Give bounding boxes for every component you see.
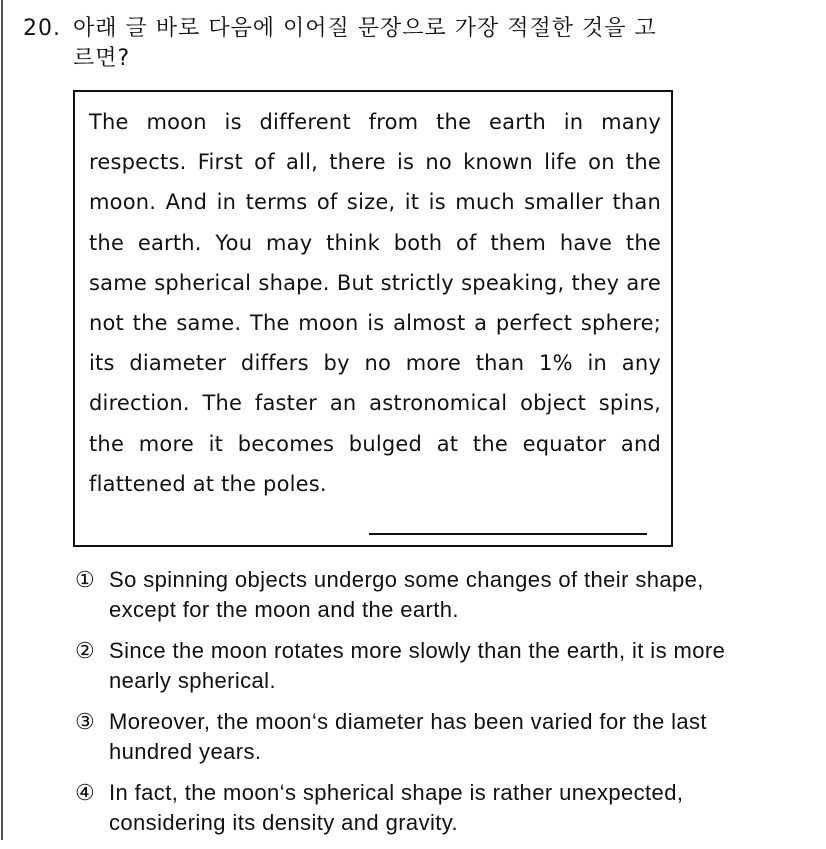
question-prompt-line2: 르면? — [73, 46, 131, 71]
option-marker-1: ① — [75, 567, 96, 592]
option-text-1: So spinning objects undergo some changes of their shape, except for the moon and the earth. — [109, 567, 704, 622]
question-number: 20. — [23, 16, 61, 41]
option-4[interactable] — [75, 778, 755, 838]
option-marker-2: ② — [75, 638, 96, 663]
passage-box — [73, 90, 673, 547]
option-text-2: Since the moon rotates more slowly than the earth, it is more nearly spherical. — [109, 638, 726, 693]
option-text-3: Moreover, the moon‘s diameter has been varied for the last hundred years. — [109, 709, 707, 764]
question-header — [23, 14, 763, 74]
option-1[interactable] — [75, 565, 755, 625]
option-text-4: In fact, the moon‘s spherical shape is rather unexpected, considering its density and gravity. — [109, 780, 684, 835]
option-marker-3: ③ — [75, 709, 96, 734]
page-margin-rule — [1, 0, 3, 840]
passage-text: The moon is different from the earth in many respects. First of all, there is no known life on the moon. And in terms of size, it is much smaller than the earth. You may think both of them have the same spherical shape. But strictly speaking, they are not the same. The moon is almost a perfect sphere; its diameter differs by no more than 1% in any direction. The faster an astronomical object spins, the more it becomes bulged at the equator and flattened at the poles. — [89, 110, 661, 496]
answer-blank — [369, 533, 647, 535]
option-2[interactable] — [75, 636, 755, 696]
option-3[interactable] — [75, 707, 755, 767]
answer-options — [75, 565, 755, 849]
question-prompt-line1: 아래 글 바로 다음에 이어질 문장으로 가장 적절한 것을 고 — [73, 16, 657, 41]
option-marker-4: ④ — [75, 780, 96, 805]
